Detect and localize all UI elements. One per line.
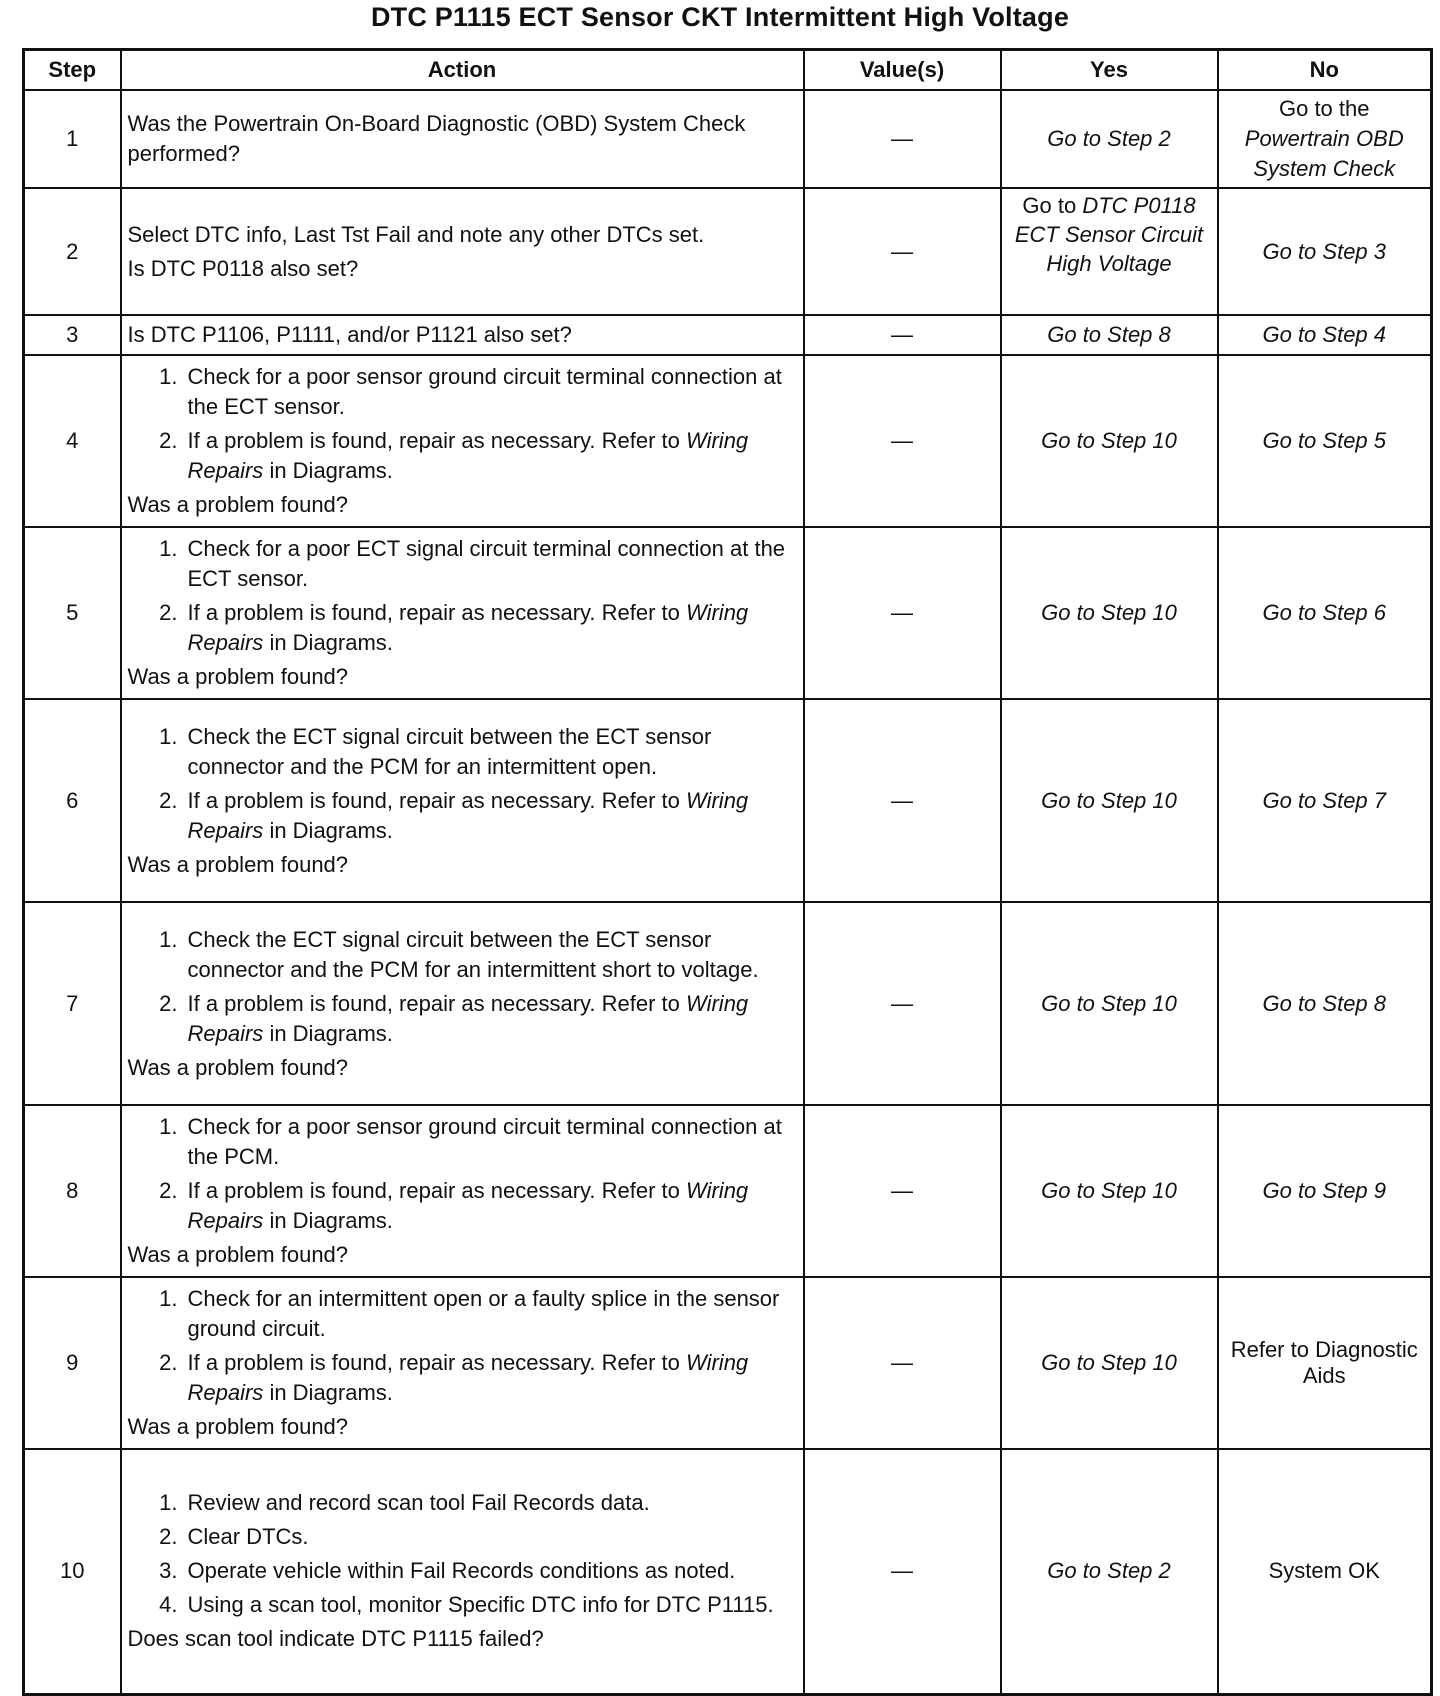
- no-cell: Go to Step 7: [1218, 699, 1432, 902]
- action-list-item: 2. If a problem is found, repair as necessary. Refer to Wiring Repairs in Diagrams.: [159, 990, 749, 1046]
- action-text: Is DTC P1106, P1111, and/or P1121 also set?: [127, 322, 572, 347]
- value-cell: —: [804, 315, 1001, 355]
- header-step: Step: [24, 50, 121, 91]
- table-row: [24, 1277, 1432, 1449]
- action-cell: [121, 90, 804, 188]
- action-list-item: 2. Clear DTCs.: [159, 1524, 309, 1550]
- table-row: [24, 902, 1432, 1105]
- table-header-row: [24, 50, 1432, 91]
- action-question: Was a problem found?: [127, 664, 349, 689]
- yes-target: DTC P0118 ECT Sensor Circuit High Voltage: [1014, 193, 1204, 276]
- action-cell: [121, 699, 804, 902]
- step-number: 7: [24, 902, 121, 1105]
- no-target: Powertrain OBD System Check: [1244, 126, 1404, 181]
- value-cell: —: [804, 1449, 1001, 1694]
- no-cell: Go to Step 5: [1218, 355, 1432, 527]
- yes-cell: Go to Step 10: [1001, 699, 1218, 902]
- no-cell: Go to Step 3: [1218, 188, 1432, 315]
- table-row: [24, 527, 1432, 699]
- yes-cell: Go to Step 10: [1001, 527, 1218, 699]
- table-row: [24, 699, 1432, 902]
- yes-cell: Go to Step 2: [1001, 90, 1218, 188]
- action-list-item: 1. Check the ECT signal circuit between the ECT sensor connector and the PCM for an intermittent open.: [159, 723, 712, 779]
- step-number: 3: [24, 315, 121, 355]
- no-cell: Go to Step 4: [1218, 315, 1432, 355]
- table-row: [24, 188, 1432, 315]
- action-text: Select DTC info, Last Tst Fail and note any other DTCs set.: [127, 221, 705, 247]
- step-number: 2: [24, 188, 121, 315]
- header-values: Value(s): [804, 50, 1001, 91]
- table-row: [24, 90, 1432, 188]
- action-list-item: 2. If a problem is found, repair as necessary. Refer to Wiring Repairs in Diagrams.: [159, 428, 749, 483]
- action-question: Was a problem found?: [127, 1054, 349, 1080]
- action-list-item: 1. Review and record scan tool Fail Records data.: [159, 1490, 650, 1516]
- action-cell: [121, 527, 804, 699]
- document-title: DTC P1115 ECT Sensor CKT Intermittent High Voltage: [370, 2, 1070, 32]
- value-cell: —: [804, 188, 1001, 315]
- header-no: No: [1218, 50, 1432, 91]
- action-list-item: 4. Using a scan tool, monitor Specific DTC info for DTC P1115.: [159, 1592, 774, 1618]
- value-cell: —: [804, 1277, 1001, 1449]
- step-number: 10: [24, 1449, 121, 1694]
- diagnostic-table: [22, 48, 1433, 1696]
- action-list-item: 1. Check for an intermittent open or a faulty splice in the sensor ground circuit.: [159, 1286, 780, 1341]
- no-cell: Go to Step 9: [1218, 1105, 1432, 1277]
- step-number: 1: [24, 90, 121, 188]
- yes-cell: Go to Step 10: [1001, 355, 1218, 527]
- action-question: Was a problem found?: [127, 1414, 349, 1439]
- value-cell: —: [804, 699, 1001, 902]
- action-question: Is DTC P0118 also set?: [127, 255, 359, 281]
- header-action: Action: [121, 50, 804, 91]
- yes-cell: [1001, 188, 1218, 315]
- step-number: 6: [24, 699, 121, 902]
- action-list-item: 3. Operate vehicle within Fail Records conditions as noted.: [159, 1558, 736, 1584]
- action-question: Was a problem found?: [127, 492, 349, 517]
- action-cell: [121, 1277, 804, 1449]
- no-cell: System OK: [1218, 1449, 1432, 1694]
- no-cell: Go to Step 8: [1218, 902, 1432, 1105]
- yes-prefix: Go to: [1022, 193, 1077, 218]
- action-list-item: 1. Check for a poor sensor ground circuit terminal connection at the PCM.: [159, 1114, 782, 1169]
- yes-cell: Go to Step 10: [1001, 1105, 1218, 1277]
- step-number: 9: [24, 1277, 121, 1449]
- step-number: 4: [24, 355, 121, 527]
- table-row: [24, 315, 1432, 355]
- action-cell: [121, 1105, 804, 1277]
- action-list-item: 1. Check for a poor ECT signal circuit terminal connection at the ECT sensor.: [159, 536, 786, 591]
- action-list-item: 2. If a problem is found, repair as necessary. Refer to Wiring Repairs in Diagrams.: [159, 1178, 749, 1233]
- action-cell: [121, 1449, 804, 1694]
- no-prefix: Go to the: [1278, 96, 1370, 121]
- action-list-item: 1. Check the ECT signal circuit between the ECT sensor connector and the PCM for an intermittent short to voltage.: [159, 926, 759, 982]
- table-row: [24, 1105, 1432, 1277]
- header-yes: Yes: [1001, 50, 1218, 91]
- value-cell: —: [804, 90, 1001, 188]
- step-number: 5: [24, 527, 121, 699]
- value-cell: —: [804, 1105, 1001, 1277]
- action-cell: [121, 902, 804, 1105]
- yes-cell: Go to Step 10: [1001, 1277, 1218, 1449]
- table-row: [24, 1449, 1432, 1694]
- action-list-item: 1. Check for a poor sensor ground circuit terminal connection at the ECT sensor.: [159, 364, 782, 419]
- action-cell: [121, 315, 804, 355]
- yes-cell: Go to Step 10: [1001, 902, 1218, 1105]
- action-list-item: 2. If a problem is found, repair as necessary. Refer to Wiring Repairs in Diagrams.: [159, 787, 749, 843]
- action-list-item: 2. If a problem is found, repair as necessary. Refer to Wiring Repairs in Diagrams.: [159, 600, 749, 655]
- yes-cell: Go to Step 8: [1001, 315, 1218, 355]
- action-cell: [121, 355, 804, 527]
- action-question: Does scan tool indicate DTC P1115 failed?: [127, 1626, 544, 1652]
- no-cell: [1218, 90, 1432, 188]
- action-cell: [121, 188, 804, 315]
- action-list-item: 2. If a problem is found, repair as necessary. Refer to Wiring Repairs in Diagrams.: [159, 1350, 749, 1405]
- table-row: [24, 355, 1432, 527]
- no-cell: Go to Step 6: [1218, 527, 1432, 699]
- action-question: Was a problem found?: [127, 851, 349, 877]
- action-text: Was the Powertrain On-Board Diagnostic (OBD) System Check performed?: [127, 111, 746, 166]
- step-number: 8: [24, 1105, 121, 1277]
- value-cell: —: [804, 902, 1001, 1105]
- no-cell: Refer to Diagnostic Aids: [1218, 1277, 1432, 1449]
- value-cell: —: [804, 355, 1001, 527]
- value-cell: —: [804, 527, 1001, 699]
- yes-cell: Go to Step 2: [1001, 1449, 1218, 1694]
- action-question: Was a problem found?: [127, 1242, 349, 1267]
